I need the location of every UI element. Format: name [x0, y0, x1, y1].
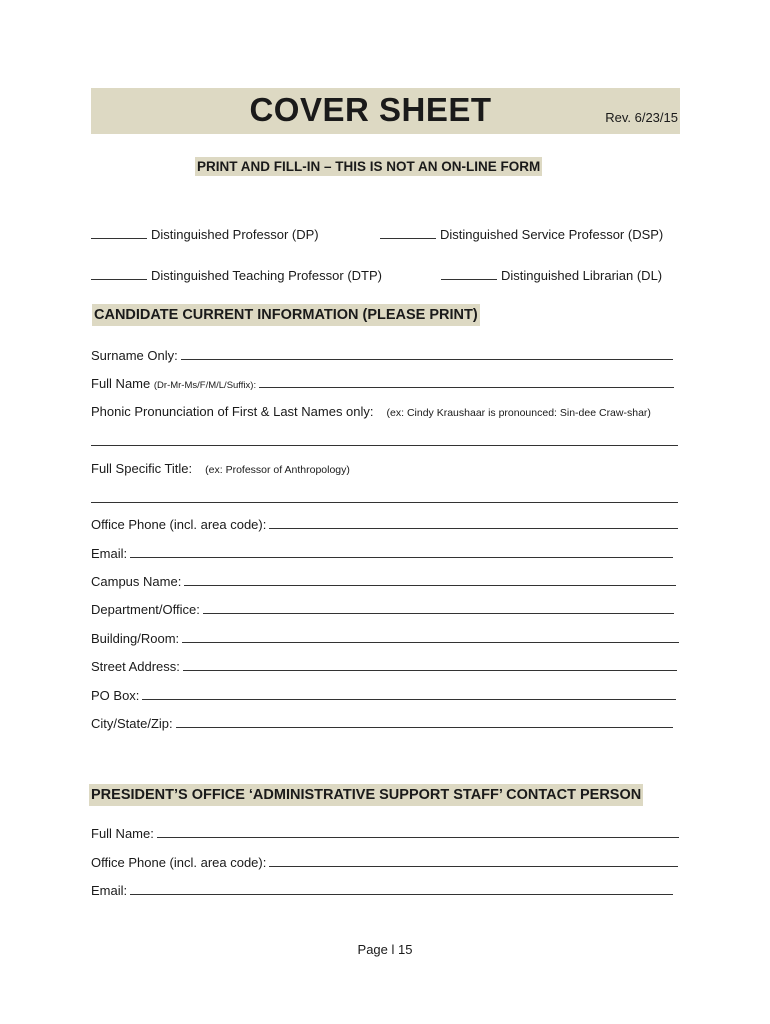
print-notice: PRINT AND FILL-IN – THIS IS NOT AN ON-LINE FORM	[197, 159, 541, 174]
category-blank[interactable]	[380, 226, 436, 239]
campus-label: Campus Name:	[91, 574, 182, 589]
category-blank[interactable]	[441, 267, 497, 280]
pobox-label: PO Box:	[91, 688, 140, 703]
email-label: Email:	[91, 546, 128, 561]
office-phone-line[interactable]	[269, 528, 678, 529]
category-label: Distinguished Professor (DP)	[151, 227, 319, 242]
street-label: Street Address:	[91, 659, 180, 674]
phonic-line[interactable]	[91, 445, 678, 446]
contact-phone-field[interactable]	[91, 852, 678, 870]
contact-email-label: Email:	[91, 883, 128, 898]
page-title: COVER SHEET	[249, 91, 492, 128]
title-field	[91, 458, 678, 476]
contact-phone-line[interactable]	[269, 866, 678, 867]
department-label: Department/Office:	[91, 602, 200, 617]
category-blank[interactable]	[91, 226, 147, 239]
contact-email-line[interactable]	[130, 894, 673, 895]
office-phone-label: Office Phone (incl. area code):	[91, 517, 267, 532]
contact-phone-label: Office Phone (incl. area code):	[91, 855, 267, 870]
phonic-hint: (ex: Cindy Kraushaar is pronounced: Sin-dee Craw-shar)	[386, 407, 651, 419]
category-dtp[interactable]	[91, 267, 382, 283]
campus-field[interactable]	[91, 571, 676, 589]
building-field[interactable]	[91, 628, 679, 646]
contact-fullname-field[interactable]	[91, 823, 679, 841]
title-line[interactable]	[91, 502, 678, 503]
candidate-section-heading: CANDIDATE CURRENT INFORMATION (PLEASE PRINT)	[92, 304, 480, 326]
revision-date: Rev. 6/23/15	[605, 110, 678, 125]
street-line[interactable]	[183, 670, 677, 671]
fullname-field[interactable]	[91, 373, 674, 391]
phonic-label: Phonic Pronunciation of First & Last Names only:	[91, 404, 374, 419]
category-dsp[interactable]	[380, 226, 663, 242]
street-field[interactable]	[91, 656, 677, 674]
category-dl[interactable]	[441, 267, 662, 283]
city-line[interactable]	[176, 727, 673, 728]
title-bar	[91, 88, 680, 134]
fullname-hint: (Dr-Mr-Ms/F/M/L/Suffix):	[153, 380, 257, 391]
city-label: City/State/Zip:	[91, 716, 173, 731]
surname-label: Surname Only:	[91, 348, 178, 363]
surname-line[interactable]	[181, 359, 673, 360]
category-label: Distinguished Librarian (DL)	[501, 268, 663, 283]
contact-section-heading: PRESIDENT’S OFFICE ‘ADMINISTRATIVE SUPPORT STAFF’ CONTACT PERSON	[89, 784, 643, 806]
department-field[interactable]	[91, 599, 674, 617]
building-line[interactable]	[182, 642, 679, 643]
contact-email-field[interactable]	[91, 880, 673, 898]
city-field[interactable]	[91, 713, 673, 731]
fullname-label: Full Name (Dr-Mr-Ms/F/M/L/Suffix):	[91, 376, 257, 391]
office-phone-field[interactable]	[91, 514, 678, 532]
page-number: Page l 15	[357, 942, 413, 957]
building-label: Building/Room:	[91, 631, 180, 646]
email-field[interactable]	[91, 543, 673, 561]
pobox-field[interactable]	[91, 685, 676, 703]
contact-fullname-label: Full Name:	[91, 826, 154, 841]
fullname-line[interactable]	[259, 387, 674, 388]
category-label: Distinguished Teaching Professor (DTP)	[151, 268, 382, 283]
contact-fullname-line[interactable]	[157, 837, 679, 838]
surname-field[interactable]	[91, 345, 673, 363]
campus-line[interactable]	[184, 585, 676, 586]
title-hint: (ex: Professor of Anthropology)	[205, 464, 350, 476]
category-blank[interactable]	[91, 267, 147, 280]
email-line[interactable]	[130, 557, 673, 558]
title-label: Full Specific Title:	[91, 461, 193, 476]
phonic-field	[91, 401, 678, 419]
pobox-line[interactable]	[142, 699, 676, 700]
department-line[interactable]	[203, 613, 674, 614]
category-label: Distinguished Service Professor (DSP)	[440, 227, 664, 242]
category-dp[interactable]	[91, 226, 319, 242]
